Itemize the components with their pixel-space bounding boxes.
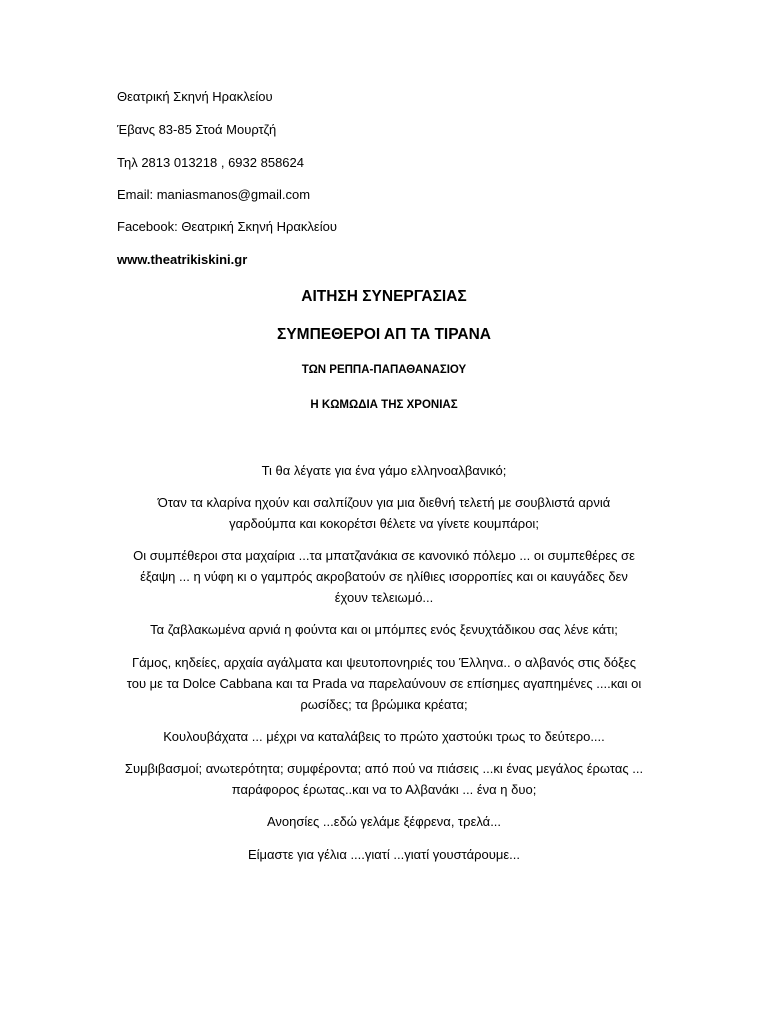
paragraph-line: Κουλουβάχατα ... μέχρι να καταλάβεις το πρώτο χαστούκι τρως το δεύτερο....	[163, 729, 605, 744]
facebook: Facebook: Θεατρική Σκηνή Ηρακλείου	[117, 219, 337, 234]
paragraph-line: Τι θα λέγατε για ένα γάμο ελληνοαλβανικό;	[261, 463, 507, 478]
paragraph-line: Συμβιβασμοί; ανωτερότητα; συμφέροντα; από πού να πιάσεις ...κι ένας μεγάλος έρωτας ...	[124, 761, 644, 776]
request-title: ΑΙΤΗΣΗ ΣΥΝΕΡΓΑΣΙΑΣ	[301, 288, 467, 305]
address: Έβανς 83-85 Στοά Μουρτζή	[117, 122, 277, 137]
paragraph-line: Τα ζαβλακωμένα αρνιά η φούντα και οι μπόμπες ενός ξενυχτάδικου σας λένε κάτι;	[150, 622, 618, 637]
paragraph-line: έξαψη ... η νύφη κι ο γαμπρός ακροβατούν σε ηλίθιες ισορροπίες και οι καυγάδες δεν	[140, 569, 628, 584]
paragraph-line: ρωσίδες; τα βρώμικα κρέατα;	[300, 697, 468, 712]
paragraph-6	[84, 726, 684, 747]
paragraph-line: Είμαστε για γέλια ....γιατί ...γιατί γουστάρουμε...	[247, 847, 520, 862]
paragraph-3	[84, 545, 684, 608]
paragraph-2	[84, 492, 684, 534]
paragraph-line: έχουν τελειωμό...	[334, 590, 434, 605]
paragraph-line: του με τα Dolce Cabbana και τα Prada να παρελαύνουν σε επίσημες αγαπημένες ....και οι	[126, 676, 642, 691]
email: Email: maniasmanos@gmail.com	[117, 187, 311, 202]
authors-line: ΤΩΝ ΡΕΠΠΑ-ΠΑΠΑΘΑΝΑΣΙΟΥ	[301, 364, 467, 376]
play-title: ΣΥΜΠΕΘΕΡΟΙ ΑΠ ΤΑ ΤΙΡΑΝΑ	[277, 326, 491, 343]
paragraph-line: Γάμος, κηδείες, αρχαία αγάλματα και ψευτοπονηριές του Έλληνα.. ο αλβανός στις δόξες	[132, 655, 636, 670]
paragraph-line: Ανοησίες ...εδώ γελάμε ξέφρενα, τρελά...	[266, 814, 502, 829]
paragraph-7	[84, 758, 684, 800]
paragraph-1	[84, 460, 684, 481]
paragraph-5	[84, 652, 684, 715]
org-name: Θεατρική Σκηνή Ηρακλείου	[117, 89, 273, 104]
paragraph-line: Όταν τα κλαρίνα ηχούν και σαλπίζουν για μια διεθνή τελετή με σουβλιστά αρνιά	[157, 495, 611, 510]
website: www.theatrikiskini.gr	[117, 252, 248, 267]
paragraph-line: Οι συμπέθεροι στα μαχαίρια ...τα μπατζανάκια σε κανονικό πόλεμο ... οι συμπεθέρες σε	[133, 548, 635, 563]
tagline: Η ΚΩΜΩΔΙΑ ΤΗΣ ΧΡΟΝΙΑΣ	[310, 399, 458, 411]
paragraph-line: παράφορος έρωτας..και να το Αλβανάκι ... ένα η δυο;	[231, 782, 537, 797]
paragraph-line: γαρδούμπα και κοκορέτσι θέλετε να γίνετε κουμπάροι;	[229, 516, 539, 531]
paragraph-8	[84, 811, 684, 832]
paragraph-4	[84, 619, 684, 640]
phone: Τηλ 2813 013218 , 6932 858624	[117, 155, 304, 170]
paragraph-9	[84, 844, 684, 865]
